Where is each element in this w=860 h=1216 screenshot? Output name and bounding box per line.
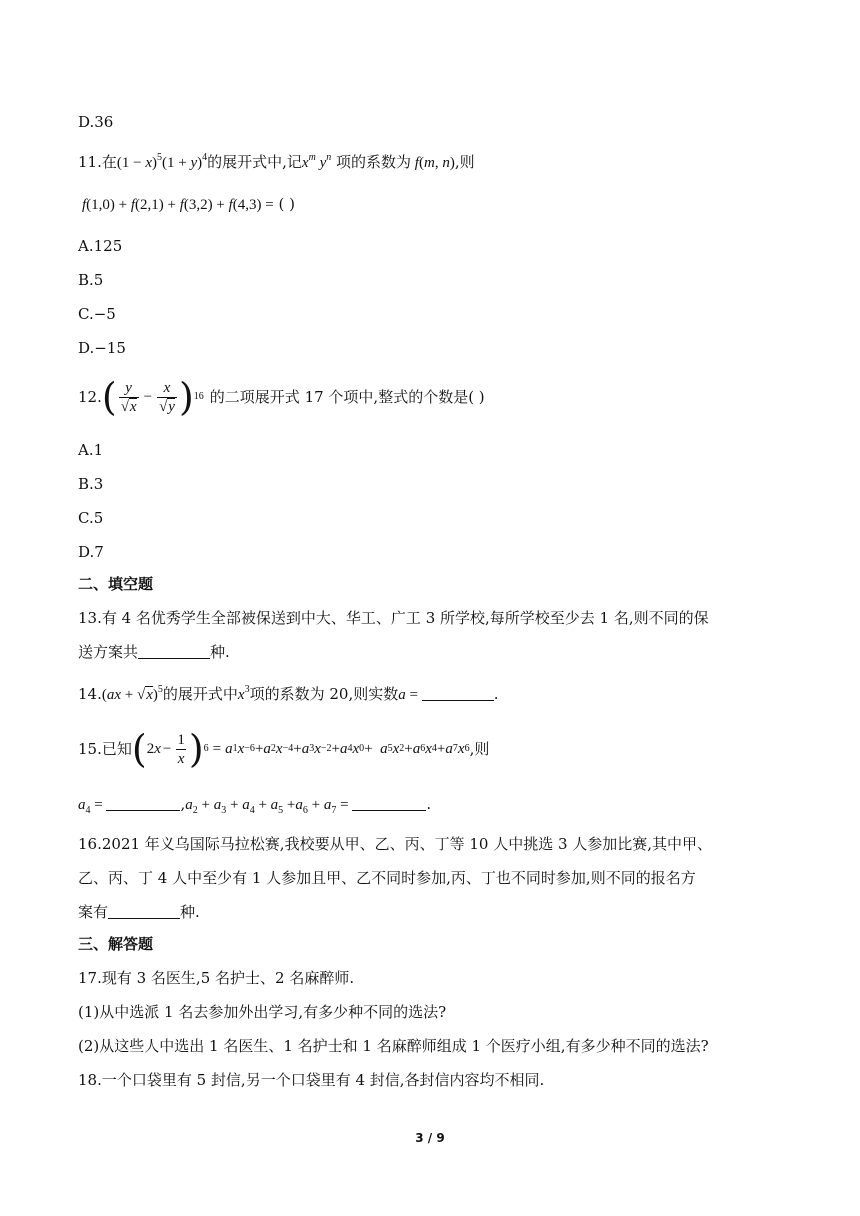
q17-part1: (1)从中选派 1 名去参加外出学习,有多少种不同的选法? xyxy=(78,1003,447,1021)
q16-line3: 案有 种. xyxy=(78,903,200,921)
section-solve-title: 三、解答题 xyxy=(78,935,154,953)
q17-part2: (2)从这些人中选出 1 名医生、1 名护士和 1 名麻醉师组成 1 个医疗小组,有多少种不同的选法? xyxy=(78,1037,709,1055)
q13-answer-blank[interactable] xyxy=(138,642,210,659)
page-number: 3 / 9 xyxy=(415,1131,445,1145)
q15-answer-blank-2[interactable] xyxy=(352,794,426,811)
q13-line1: 13.有 4 名优秀学生全部被保送到中大、华工、广工 3 所学校,每所学校至少去 1 名,则不同的保 xyxy=(78,609,709,627)
q11-option-b: B.5 xyxy=(78,271,104,289)
q12-option-c: C.5 xyxy=(78,509,104,527)
q15-answers: $a_4 = ,a_2 + a_3 + a_4 + a_5 +a_6 + a_7$ = . xyxy=(78,795,432,816)
q14-stem: 14.(ax + √x)$^5$的展开式中$x^3$项的系数为 20,则实数a = . xyxy=(78,684,499,703)
q10-option-d: D.36 xyxy=(78,113,114,131)
q13-line2: 送方案共 种. xyxy=(78,643,230,661)
q11-option-a: A.125 xyxy=(78,237,123,255)
q11-option-c: C.−5 xyxy=(78,305,116,323)
section-fill-in-title: 二、填空题 xyxy=(78,575,154,593)
q11-stem: 11.在$(1 - x)^5(1 + y)^4$的展开式中,记$x^m$ $y^n$ 项的系数为 f(m, n),则 xyxy=(78,152,475,171)
q16-line1: 16.2021 年义乌国际马拉松赛,我校要从甲、乙、丙、丁等 10 人中挑选 3 人参加比赛,其中甲、 xyxy=(78,835,713,853)
q17-line1: 17.现有 3 名医生,5 名护士、2 名麻醉师. xyxy=(78,969,355,987)
q11-expression: f(1,0) + f(2,1) + f(3,2) + f(4,3) = ( ) xyxy=(82,195,296,213)
q11-option-d: D.−15 xyxy=(78,339,126,357)
q15-answer-blank-1[interactable] xyxy=(106,794,180,811)
q15-stem: 15.已知 ( 2 x − $\frac{1}{x}$ ) 6 = a 1 x −6 + a 2 x −4 + a 3 x −2 + a 4 x 0 + a 5 x 2 + a 6 x 4 + a 7 x 6 ,则 xyxy=(78,727,490,771)
q12-option-a: A.1 xyxy=(78,441,104,459)
q16-line2: 乙、丙、丁 4 人中至少有 1 人参加且甲、乙不同时参加,丙、丁也不同时参加,则不同的报名方 xyxy=(78,869,696,887)
q16-answer-blank[interactable] xyxy=(108,902,180,919)
q12-option-b: B.3 xyxy=(78,475,104,493)
q18-line1: 18.一个口袋里有 5 封信,另一个口袋里有 4 封信,各封信内容均不相同. xyxy=(78,1071,545,1089)
q12-option-d: D.7 xyxy=(78,543,104,561)
q12-stem: 12. ( $\frac{y}{√x}$ − $\frac{x}{√y}$ ) 16 的二项展开式 17 个项中,整式的个数是( ) xyxy=(78,375,485,419)
q14-answer-blank[interactable] xyxy=(422,684,494,701)
